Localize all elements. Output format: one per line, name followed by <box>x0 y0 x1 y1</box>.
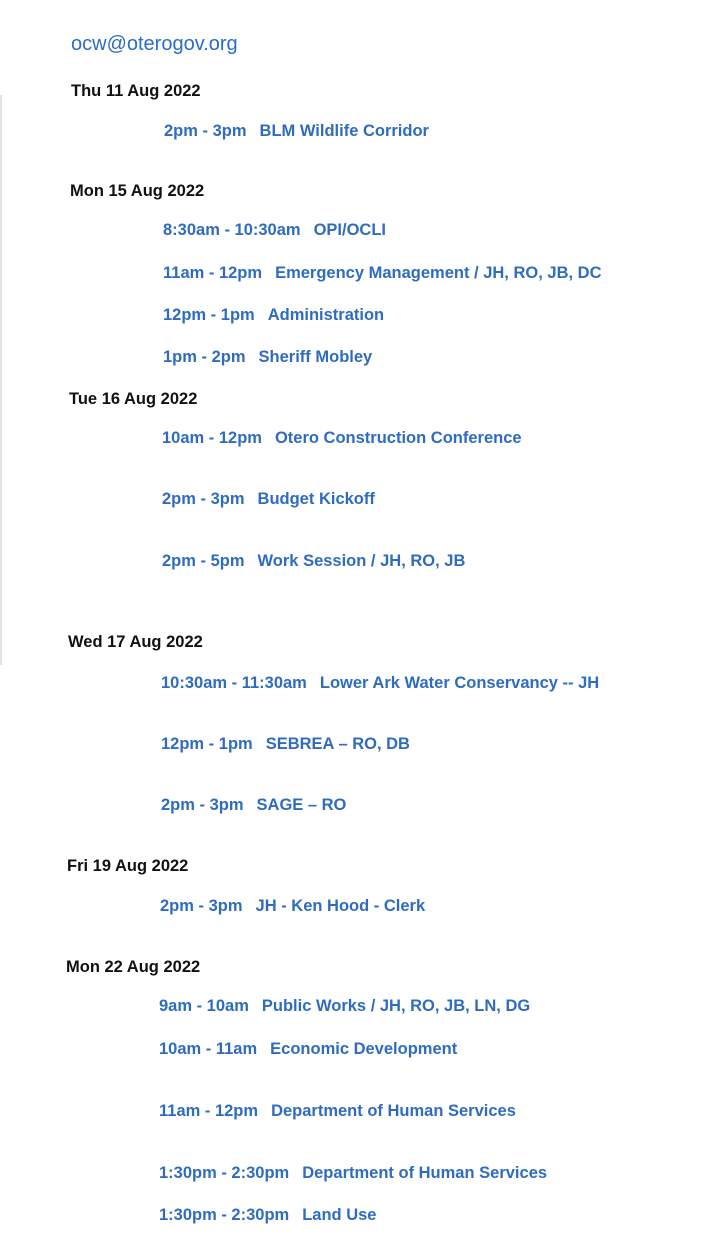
day-heading-mon-22: Mon 22 Aug 2022 <box>66 958 201 976</box>
event-time: 1pm - 2pm <box>163 348 246 366</box>
event-time: 1:30pm - 2:30pm <box>159 1206 290 1224</box>
event-item <box>159 1164 547 1183</box>
event-item <box>159 1206 377 1225</box>
event-time: 2pm - 5pm <box>162 552 245 570</box>
day-heading-mon-15: Mon 15 Aug 2022 <box>70 182 205 200</box>
day-heading-fri-19: Fri 19 Aug 2022 <box>67 857 189 875</box>
day-heading-thu-11: Thu 11 Aug 2022 <box>71 82 201 100</box>
event-title: Emergency Management / JH, RO, JB, DC <box>275 264 602 282</box>
event-time: 8:30am - 10:30am <box>163 221 301 239</box>
event-time: 9am - 10am <box>159 997 249 1015</box>
event-item <box>163 348 372 367</box>
event-title: BLM Wildlife Corridor <box>259 122 429 140</box>
event-item <box>161 796 346 815</box>
event-time: 12pm - 1pm <box>161 735 253 753</box>
event-title: Land Use <box>302 1206 377 1224</box>
event-time: 1:30pm - 2:30pm <box>159 1164 290 1182</box>
event-title: SEBREA – RO, DB <box>265 735 410 753</box>
event-item <box>162 429 522 448</box>
event-item <box>163 221 386 240</box>
scan-edge-line <box>0 95 2 665</box>
event-title: Otero Construction Conference <box>274 429 522 447</box>
day-heading-wed-17: Wed 17 Aug 2022 <box>68 633 203 651</box>
event-title: JH - Ken Hood - Clerk <box>255 897 426 915</box>
event-title: Budget Kickoff <box>257 490 375 508</box>
event-item <box>161 674 599 693</box>
event-title: Department of Human Services <box>302 1164 548 1182</box>
event-time: 2pm - 3pm <box>164 122 247 140</box>
event-item <box>159 1102 516 1121</box>
event-item <box>161 735 410 754</box>
event-time: 2pm - 3pm <box>161 796 244 814</box>
event-title: Work Session / JH, RO, JB <box>257 552 466 570</box>
event-item <box>160 897 425 916</box>
event-title: SAGE – RO <box>256 796 347 814</box>
event-title: OPI/OCLI <box>313 221 387 239</box>
event-item <box>159 1040 457 1059</box>
event-time: 10:30am - 11:30am <box>161 674 307 692</box>
day-heading-tue-16: Tue 16 Aug 2022 <box>69 390 198 408</box>
event-item <box>163 306 384 325</box>
event-time: 12pm - 1pm <box>163 306 255 324</box>
event-item <box>164 122 429 141</box>
event-time: 2pm - 3pm <box>162 490 245 508</box>
event-item <box>162 552 465 571</box>
event-item <box>163 264 602 283</box>
contact-email[interactable]: ocw@oterogov.org <box>71 33 238 55</box>
event-title: Public Works / JH, RO, JB, LN, DG <box>261 997 531 1015</box>
event-title: Sheriff Mobley <box>258 348 373 366</box>
event-time: 11am - 12pm <box>159 1102 259 1120</box>
event-time: 2pm - 3pm <box>160 897 243 915</box>
event-time: 11am - 12pm <box>163 264 263 282</box>
event-title: Administration <box>267 306 385 324</box>
event-title: Lower Ark Water Conservancy -- JH <box>319 674 600 692</box>
event-title: Department of Human Services <box>271 1102 516 1120</box>
event-item <box>159 997 530 1016</box>
event-time: 10am - 11am <box>159 1040 258 1058</box>
event-title: Economic Development <box>270 1040 458 1058</box>
event-item <box>162 490 375 509</box>
event-time: 10am - 12pm <box>162 429 262 447</box>
